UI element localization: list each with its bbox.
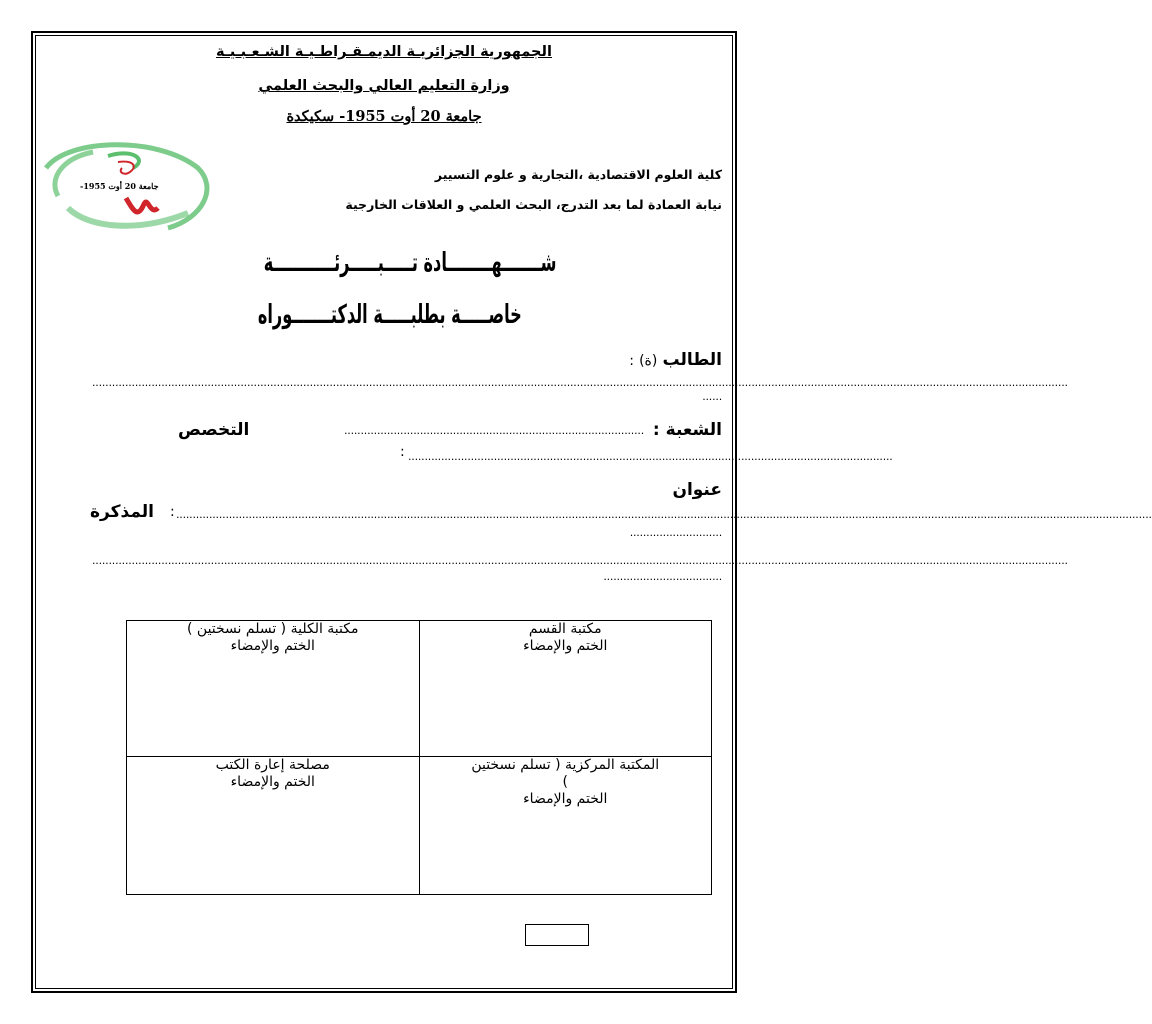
student-dots-tail: ...... xyxy=(702,390,722,403)
thesis-dots-4[interactable]: .................................... xyxy=(603,570,722,583)
small-empty-box xyxy=(525,924,589,946)
specialty-colon: : xyxy=(400,444,405,460)
logo-caption: جامعة 20 أوت 1955- xyxy=(80,181,159,191)
faculty-name: كلية العلوم الاقتصادية ،التجارية و علوم التسيير xyxy=(434,167,722,182)
signature-table xyxy=(126,620,712,895)
certificate-title-line2: خاصـــــة بطلبـــــة الدكتـــــــوراه xyxy=(258,300,522,330)
student-field xyxy=(629,350,722,370)
table-row xyxy=(127,621,712,757)
thesis-title-colon: : xyxy=(170,504,175,520)
faculty-deanship: نيابة العمادة لما بعد التدرج، البحث العلمي و العلاقات الخارجية xyxy=(345,197,722,212)
header-republic: الجمهورية الجزائريـة الديمـقـراطـيـة الشـعـبـيـة xyxy=(216,44,552,60)
certificate-title-line1: شـــــــهــــــــادة تـــــبـــــرئـــــــــــة xyxy=(263,248,557,278)
specialty-label: التخصص xyxy=(178,420,250,440)
university-logo xyxy=(38,138,214,238)
thesis-title-label-1: عنوان xyxy=(672,480,722,500)
student-suffix: (ة) xyxy=(639,353,658,369)
cell-central-library: المكتبة المركزية ( تسلم نسختين ) الختم والإمضاء xyxy=(419,757,712,895)
thesis-dots-3[interactable]: ........................................................................................................................................................................................................................................................................................................ xyxy=(92,554,1068,567)
branch-label: الشعبة : xyxy=(652,420,722,440)
cell-book-lending: مصلحة إعارة الكتب الختم والإمضاء xyxy=(127,757,420,895)
thesis-dots-2[interactable]: ............................ xyxy=(629,526,722,539)
thesis-title-label-2: المذكرة xyxy=(90,502,154,522)
thesis-dots-1[interactable]: ........................................................................................................................................................................................................................................................................................................ xyxy=(176,508,1152,521)
student-dots-line[interactable]: ........................................................................................................................................................................................................................................................................................................ xyxy=(92,376,1068,389)
header-university: جامعة 20 أوت 1955- سكيكدة xyxy=(286,108,482,125)
student-colon: : xyxy=(629,353,634,369)
cell-department-library: مكتبة القسم الختم والإمضاء xyxy=(419,621,712,757)
student-label: الطالب xyxy=(662,350,722,370)
table-row xyxy=(127,757,712,895)
header-ministry: وزارة التعليم العالي والبحث العلمي xyxy=(258,78,510,94)
cell-faculty-library: مكتبة الكلية ( تسلم نسختين ) الختم والإمضاء xyxy=(127,621,420,757)
specialty-dots[interactable]: ................................................................................................................................................... xyxy=(408,450,893,463)
branch-dots[interactable]: ........................................................................................... xyxy=(344,424,644,437)
